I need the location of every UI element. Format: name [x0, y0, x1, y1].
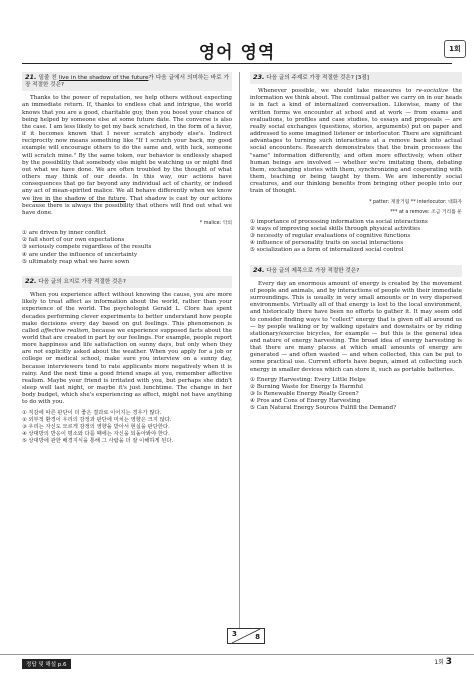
- q21-underline-2: the shadow of the future: [52, 195, 126, 202]
- q21-choice-2[interactable]: ② fall short of our own expectations: [22, 237, 125, 244]
- q24-choice-1[interactable]: ① Energy Harvesting: Every Little Helps: [250, 376, 366, 383]
- q24-passage: Every day an enormous amount of energy is created by the movement of people and animals, and by interactions of people with their immediate surroundings. This is usually in very small amounts or in very dispersed environments. Virtually all of that energy is lost to the local environment, and historically there have been no efforts to gather it. It may seem odd to consider finding ways to "collect" energy that is given off all around us — by people walking or by walking upstairs and downstairs or by riding stationary/exercise bicycles, for example — but this is the general idea and nature of energy harvesting. The broad idea of energy harvesting is that there are many places at which small amounts of energy are generated — and often wasted — and when collected, this can be put to some practical use. Current efforts have begun, aimed at collecting such energy in smaller devices which can store it, such as portable batteries.: [250, 280, 462, 373]
- q23-passage: [250, 88, 462, 195]
- q24-prompt-text: 다음 글의 제목으로 가장 적절한 것은?: [264, 267, 360, 274]
- q21-choice-5[interactable]: ⑤ ultimately reap what we have sown: [22, 258, 130, 265]
- test-number-badge: 1회: [444, 40, 466, 58]
- q23-passage-b: the information we think about. The continual patter we carry on in our heads is in fact a kind of internalized conversation. Likewise, many of the written forms we encounter at school and at work — from exams and evaluations, to profiles and case studies, to essays and proposals — are really social exchanges (questions, stories, arguments) put on paper and addressed to some imagined listener or interlocutor. There are significant advantages to turning such interactions at a remove back into actual social encounters. Research demonstrates that the brain processes the "same" information differently, and often more effectively, when other human beings are involved — whether we're imitating them, debating them, exchanging stories with them, synchronizing and cooperating with them, teaching or being taught by them. We are inherently social creatures, and our thinking benefits from bringing other people into our train of thought.: [250, 88, 462, 195]
- q22-passage-c: explicitly asked about the weather. When you apply for a job or college or medical school, make sure you interview on a sunny day, because interviewers tend to rate applicants more negatively when it is rainy. And the next time a good friend snaps at you, remember affective realism. Maybe your friend is irritated with you, but perhaps she didn't sleep well last night, or maybe it's just lunchtime. The change in her body budget, which she's experiencing as affect, might not have anything to do with you.: [22, 349, 232, 406]
- q21-choices: [22, 230, 232, 266]
- q22-prompt-text: 다음 글의 요지로 가장 적절한 것은?: [36, 278, 126, 285]
- title-divider: [22, 63, 452, 64]
- q23-choice-5[interactable]: ⑤ socialization as a form of internalized social control: [250, 247, 404, 254]
- q24-number: 24.: [253, 265, 265, 274]
- q24-choice-3[interactable]: ③ Is Renewable Energy Really Green?: [250, 391, 359, 398]
- page-indicator: [227, 628, 265, 644]
- q21-passage-end: . That shadow is cast by our actions because there is always the possibility that others will find out what we have done.: [22, 195, 232, 216]
- q21-prompt-underline: live in the shadow of the future: [58, 75, 149, 81]
- q22-number: 22.: [25, 276, 37, 285]
- q24-prompt: [250, 265, 462, 277]
- q23-choices: [250, 219, 462, 255]
- q23-number: 23.: [253, 73, 265, 81]
- footer-page-label: [434, 657, 452, 667]
- q22-emphasis-2: not: [33, 349, 43, 356]
- q22-choices: [22, 410, 232, 446]
- answer-reference: 정답 및 해설 p.6: [22, 659, 71, 669]
- q23-footnote-2: *** at a remove: 조금 거리를 둔: [390, 209, 462, 215]
- q22-passage-b: , because we experience supposed facts about the world that are created in part by our feelings. For example, people report more happiness and life satisfaction on sunny days, but only when they are: [22, 327, 233, 356]
- column-divider: [239, 72, 240, 628]
- q23-choice-4[interactable]: ④ influence of personality traits on social interactions: [250, 240, 404, 247]
- q23-emphasis: re-socialize: [416, 88, 449, 95]
- q21-choice-4[interactable]: ④ are under the influence of uncertainty: [22, 251, 138, 258]
- q21-prompt-a: 밑줄 친: [36, 75, 59, 81]
- q21-number: 21.: [25, 73, 37, 81]
- current-page: 3: [232, 630, 237, 638]
- q22-choice-3[interactable]: ③ 우리는 자신도 모르게 감정의 영향을 받아서 현실을 판단한다.: [22, 423, 170, 430]
- q21-footnote: * malice: 악의: [199, 220, 232, 226]
- q24-choice-4[interactable]: ④ Pros and Cons of Energy Harvesting: [250, 398, 361, 405]
- q23-footnote-1: * patter: 재잘거림 ** interlocutor: 대화자: [369, 199, 462, 205]
- q24-choices: [250, 377, 462, 413]
- q23-prompt-text: 다음 글의 주제로 가장 적절한 것은? [3점]: [264, 75, 369, 81]
- q22-choice-1[interactable]: ① 직감에 따른 판단이 더 좋은 결과로 이어지는 경우가 많다.: [22, 409, 162, 416]
- footer-page-number: 3: [445, 657, 452, 667]
- q21-choice-3[interactable]: ③ seriously compete regardless of the results: [22, 244, 152, 251]
- q24-choice-2[interactable]: ② Burning Waste for Energy Is Harmful: [250, 383, 363, 390]
- q22-passage: [22, 292, 232, 407]
- q23-choice-3[interactable]: ③ necessity of regular evaluations of cognitive functions: [250, 233, 411, 240]
- q22-passage-text: When you experience affect without knowing the cause, you are more likely to treat affect as information about the world, rather than your experience of the world. The psychologist Gerald L. Clore has spent decades performing clever experiments to better understand how people make decisions every day based on gut feelings. This phenomenon is called: [22, 292, 232, 334]
- total-pages: 8: [255, 633, 260, 641]
- q22-choice-5[interactable]: ⑤ 상대방에 관한 배경지식을 통해 그 사람을 더 잘 이해하게 된다.: [22, 438, 174, 445]
- q23-passage-a: Whenever possible, we should take measures to: [258, 88, 416, 95]
- q21-passage: [22, 95, 232, 217]
- q22-prompt: [22, 276, 232, 288]
- section-title: 영어 영역: [198, 43, 276, 63]
- q23-choice-1[interactable]: ① importance of processing information via social interactions: [250, 218, 428, 225]
- q23-prompt: [250, 72, 462, 84]
- footer-divider: [0, 654, 474, 655]
- q24-choice-5[interactable]: ⑤ Can Natural Energy Sources Fulfill the Demand?: [250, 405, 397, 412]
- q21-underline-1: live in: [32, 195, 51, 202]
- q22-choice-4[interactable]: ④ 상대방의 반응이 평소와 다를 때에는 자신을 되돌아봐야 한다.: [22, 431, 170, 438]
- q21-choice-1[interactable]: ① are driven by inner conflict: [22, 230, 107, 237]
- q22-choice-2[interactable]: ② 외부적 환경이 우리의 감정과 판단에 미치는 영향은 크지 않다.: [22, 416, 172, 423]
- q21-prompt-b: 가 다음 글에서 의미하는 바로 가장 적절한 것은?: [25, 75, 230, 89]
- left-column: [22, 72, 232, 455]
- right-column: [250, 72, 462, 423]
- footer-test-label: 1회: [434, 659, 444, 666]
- q21-passage-text: Thanks to the power of reputation, we help others without expecting an immediate return. If, thanks to endless chat and intrigue, the world knows that you are a good, charitable guy, then you boost your chance of being helped by someone else at some future date. The converse is also the case. I am less likely to get my back scratched, in the form of a favor, if it becomes known that I never scratch anybody else's. Indirect reciprocity now means something like "If I scratch your back, my good example will encourage others to do the same and, with luck, someone will scratch mine." By the same token, our behavior is endlessly shaped by the possibility that somebody else might be watching us or might find out what we have done. We are often troubled by the thought of what others may think of our deeds. In this way, our actions have consequences that go far beyond any individual act of charity, or indeed any act of mean-spirited malice. We all behave differently when we know we: [22, 95, 232, 202]
- q23-choice-2[interactable]: ② ways of improving social skills through physical activities: [250, 225, 421, 232]
- q21-prompt: [22, 72, 232, 91]
- q22-emphasis-1: affective realism: [40, 327, 89, 334]
